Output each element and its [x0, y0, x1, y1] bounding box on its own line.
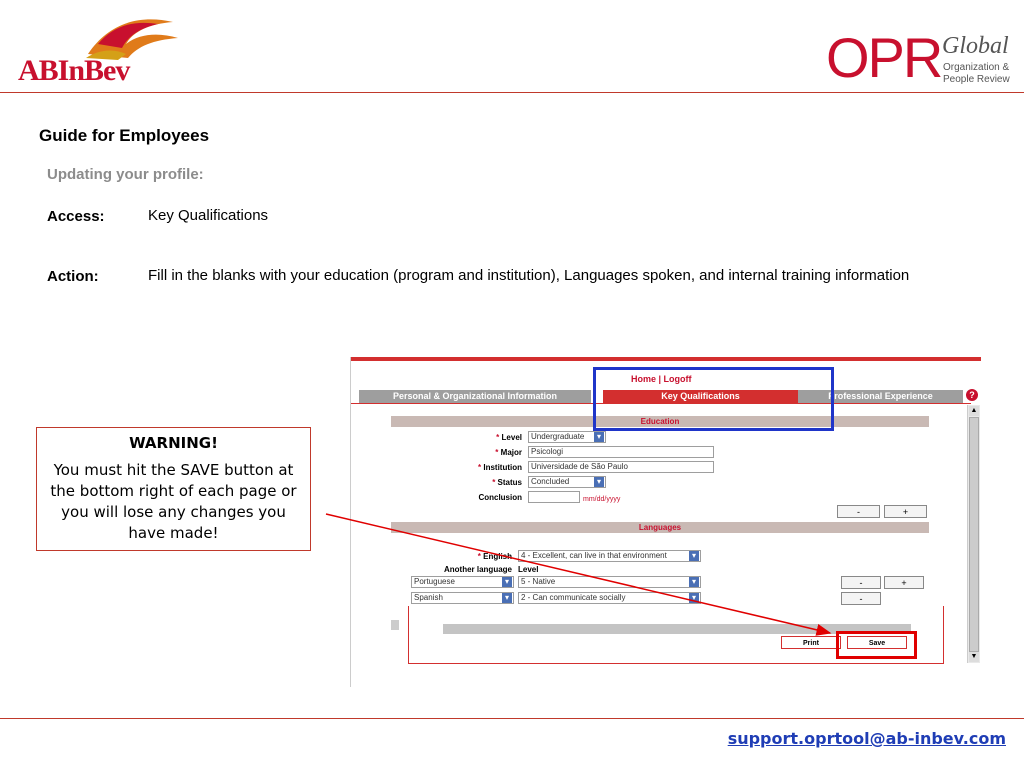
warning-title: WARNING! [129, 434, 218, 452]
print-button[interactable]: Print [781, 636, 841, 649]
language-select-1[interactable]: Portuguese ▾ [411, 576, 514, 588]
action-label: Action: [47, 268, 99, 285]
conclusion-label: Conclusion [478, 493, 522, 502]
status-select[interactable]: Concluded ▾ [528, 476, 606, 488]
opr-subtitle: Organization & People Review [943, 62, 1010, 85]
language-level-select-1[interactable]: 5 - Native ▾ [518, 576, 701, 588]
language-remove-button-1[interactable]: - [841, 576, 881, 589]
education-add-button[interactable]: + [884, 505, 927, 518]
page-title: Guide for Employees [39, 126, 210, 145]
level-select[interactable]: Undergraduate ▾ [528, 431, 606, 443]
action-value: Fill in the blanks with your education (program and institution), Languages spoken, and internal training information [148, 267, 910, 284]
warning-body: You must hit the SAVE button at the bottom right of each page or you will lose any changes you have made! [50, 461, 297, 542]
page-subtitle: Updating your profile: [47, 166, 204, 183]
major-label: * Major [495, 448, 522, 457]
footer-divider [0, 718, 1024, 719]
level-label: * Level [496, 433, 522, 442]
language-remove-button-2[interactable]: - [841, 592, 881, 605]
date-format-hint: mm/dd/yyyy [583, 496, 621, 503]
level-header: Level [518, 565, 539, 574]
major-input[interactable]: Psicologi [528, 446, 714, 458]
support-email-link[interactable]: support.oprtool@ab-inbev.com [727, 729, 1006, 748]
save-button[interactable]: Save [847, 636, 907, 649]
tab-personal-info[interactable]: Personal & Organizational Information [359, 390, 591, 403]
home-logoff-link[interactable]: Home | Logoff [631, 374, 692, 384]
scroll-down-icon[interactable]: ▼ [970, 653, 978, 660]
education-remove-button[interactable]: - [837, 505, 880, 518]
english-level-select[interactable]: 4 - Excellent, can live in that environment ▾ [518, 550, 701, 562]
help-icon[interactable]: ? [966, 389, 978, 401]
access-label: Access: [47, 208, 105, 225]
opr-logo: OPR [826, 26, 942, 89]
abinbev-wordmark: ABInBev [18, 54, 130, 87]
education-section-header: Education [391, 416, 929, 427]
warning-callout [36, 427, 311, 551]
institution-label: * Institution [477, 463, 522, 472]
status-label: * Status [492, 478, 522, 487]
language-select-2[interactable]: Spanish ▾ [411, 592, 514, 604]
access-value: Key Qualifications [148, 207, 269, 224]
opr-global-text: Global [942, 33, 1009, 59]
languages-section-header: Languages [391, 522, 929, 533]
scroll-up-icon[interactable]: ▲ [970, 407, 978, 414]
tab-key-qualifications[interactable]: Key Qualifications [603, 390, 798, 403]
english-label: * English [477, 552, 512, 561]
language-level-select-2[interactable]: 2 - Can communicate socially ▾ [518, 592, 701, 604]
institution-input[interactable]: Universidade de São Paulo [528, 461, 714, 473]
tab-professional-experience[interactable]: Professional Experience [798, 390, 963, 403]
another-language-header: Another language [443, 565, 512, 574]
language-add-button[interactable]: + [884, 576, 924, 589]
